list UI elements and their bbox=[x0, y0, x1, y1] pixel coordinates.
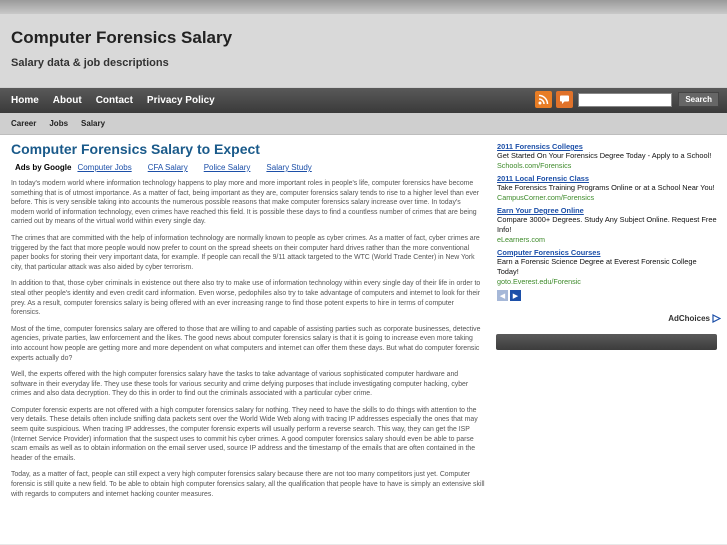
ad-title[interactable]: Earn Your Degree Online bbox=[497, 206, 584, 215]
nav-privacy-policy[interactable]: Privacy Policy bbox=[146, 95, 215, 106]
ad-title[interactable]: 2011 Local Forensic Class bbox=[497, 174, 590, 183]
sub-nav bbox=[0, 113, 727, 135]
site-header bbox=[0, 14, 727, 88]
rss-icon[interactable] bbox=[535, 91, 552, 108]
ad-pager bbox=[497, 290, 719, 301]
chat-icon[interactable] bbox=[556, 91, 573, 108]
sidebar bbox=[491, 135, 727, 544]
adchoices-link[interactable] bbox=[668, 314, 721, 323]
ad-link-salary-study[interactable]: Salary Study bbox=[266, 163, 312, 172]
chevron-left-icon[interactable]: ◀ bbox=[497, 290, 508, 301]
site-description: Salary data & job descriptions bbox=[11, 57, 169, 69]
post-paragraph: In today's modern world where information technology happens to play more and more important roles in people's life, computer forensics have become something that is of utmost importance. As a matter of fact, being important as they are, computer forensics salary tends to rise to a higher level than ever before. This is very sensible taking into accounts the numerous possible reasons that make computer forensics salary increase over time. In today's modern world of information technology, even crimes have reached this field. It is possible these days to find a countless number of crimes that are being carried out by means of the virtual world within every single day. bbox=[11, 180, 480, 226]
ad-url[interactable]: CampusCorner.com/Forensics bbox=[497, 193, 595, 202]
sidebar-ad bbox=[497, 142, 719, 170]
nav-tools bbox=[535, 91, 719, 108]
chevron-right-icon[interactable]: ▶ bbox=[510, 290, 521, 301]
post-paragraph: Computer forensic experts are not offered with a high computer forensics salary for nothing. They need to have the skills to do things with attention to the very details. These details often include sniffing data packets sent over the World Wide Web along with tracing IP addresses especially the ones that may seem quite suspicious. When tracing IP addresses, the computer forensic experts will usually perform a reverse search. This way, they can get the ISP (Internet Service Provider) information that the suspect uses to commit his cyber crimes. A good computer forensics salary should even be able to parse scam emails as well as to obtain information on the email server used, source IP address and the timestamp of the emails that are often contained in the header of the emails. bbox=[11, 406, 478, 462]
ad-text: Earn a Forensic Science Degree at Everest Forensic College Today! bbox=[497, 257, 697, 276]
post-paragraph: Well, the experts offered with the high computer forensics salary have the tasks to take advantage of various sophisticated computer hardware and software in their everyday life. They use these tools for various security and crime defying purposes that include investigating computer hacking, cyber crimes and also data decryption. They do this in order to find out the criminals associated with a particular cyber crime. bbox=[11, 371, 469, 398]
ad-links-bar bbox=[11, 163, 485, 172]
ad-url[interactable]: Schools.com/Forensics bbox=[497, 161, 572, 170]
adchoices-label: AdChoices bbox=[668, 314, 710, 323]
search-input[interactable] bbox=[578, 93, 672, 107]
post-paragraph: Most of the time, computer forensics salary are offered to those that are willing to and capable of assisting parties such as corporate businesses, detective agencies, private parties, law enforcement and the likes. The good news about computer forensics salary is that it is going to increase even more taking into account how people are getting more and more dependent on what computers and internet can offer them these days. But what do computer forensic experts actually do? bbox=[11, 325, 481, 362]
ad-url[interactable]: eLearners.com bbox=[497, 235, 545, 244]
post-paragraph: Today, as a matter of fact, people can still expect a very high computer forensics salary because there are not too many competitors just yet. Computer forensic is still quite a new field. To be able to obtain high computer forensics salary, all the qualification that people have to have is simply an extensive skill with regards to computers and internet hacking counter measures. bbox=[11, 471, 485, 498]
subnav-career[interactable]: Career bbox=[11, 119, 37, 128]
ad-link-police-salary[interactable]: Police Salary bbox=[203, 163, 251, 172]
top-strip bbox=[0, 0, 727, 14]
sidebar-widget-bar bbox=[496, 334, 717, 350]
ad-link-computer-jobs[interactable]: Computer Jobs bbox=[77, 163, 132, 172]
site-title[interactable]: Computer Forensics Salary bbox=[11, 28, 233, 47]
ad-title[interactable]: Computer Forensics Courses bbox=[497, 248, 601, 257]
subnav-salary[interactable]: Salary bbox=[81, 119, 106, 128]
ad-text: Get Started On Your Forensics Degree Today - Apply to a School! bbox=[497, 151, 712, 160]
post-paragraph: The crimes that are committed with the help of information technology are normally known to people as cyber crimes. As a matter of fact, cyber crimes are triggered by the fact that more people would now prefer to count on the spread sheets on their computer hard drives rather than the more conventional paper books for storing their very important data, for example. If people can recall the 9/11 attack targeted to the WTC (World Trade Center) in New York city, that particular attack was also aided by cyber terrorism. bbox=[11, 234, 480, 271]
sidebar-ad bbox=[497, 174, 719, 202]
nav-home[interactable]: Home bbox=[11, 95, 39, 106]
sidebar-ad bbox=[497, 248, 719, 286]
main-nav bbox=[0, 88, 727, 113]
ad-text: Take Forensics Training Programs Online or at a School Near You! bbox=[497, 183, 715, 192]
post-title[interactable]: Computer Forensics Salary to Expect bbox=[11, 141, 260, 157]
adchoices-icon bbox=[712, 314, 721, 323]
ad-url[interactable]: goto.Everest.edu/Forensic bbox=[497, 277, 581, 286]
search-button[interactable]: Search bbox=[678, 92, 719, 107]
main-area bbox=[0, 135, 727, 544]
post-paragraph: In addition to that, those cyber criminals in existence out there also try to make use of information technology within every single day of their life in order to steal other people's identity and even credit card information. Even worse, pedophiles also try to take advantage of computers and internet to look for their prey. As a result, computer forensics salary is being offered with an ever increasing range to find those potent experts to hire in terms of computer forensics. bbox=[11, 280, 481, 317]
ads-by-google-label[interactable]: Ads by Google bbox=[15, 163, 72, 172]
post-content bbox=[0, 135, 491, 544]
sidebar-ad bbox=[497, 206, 719, 244]
subnav-jobs[interactable]: Jobs bbox=[49, 119, 69, 128]
ad-text: Compare 3000+ Degrees. Study Any Subject Online. Request Free Info! bbox=[497, 215, 717, 234]
ad-title[interactable]: 2011 Forensics Colleges bbox=[497, 142, 583, 151]
ad-link-cfa-salary[interactable]: CFA Salary bbox=[147, 163, 188, 172]
nav-about[interactable]: About bbox=[52, 95, 82, 106]
nav-contact[interactable]: Contact bbox=[95, 95, 133, 106]
